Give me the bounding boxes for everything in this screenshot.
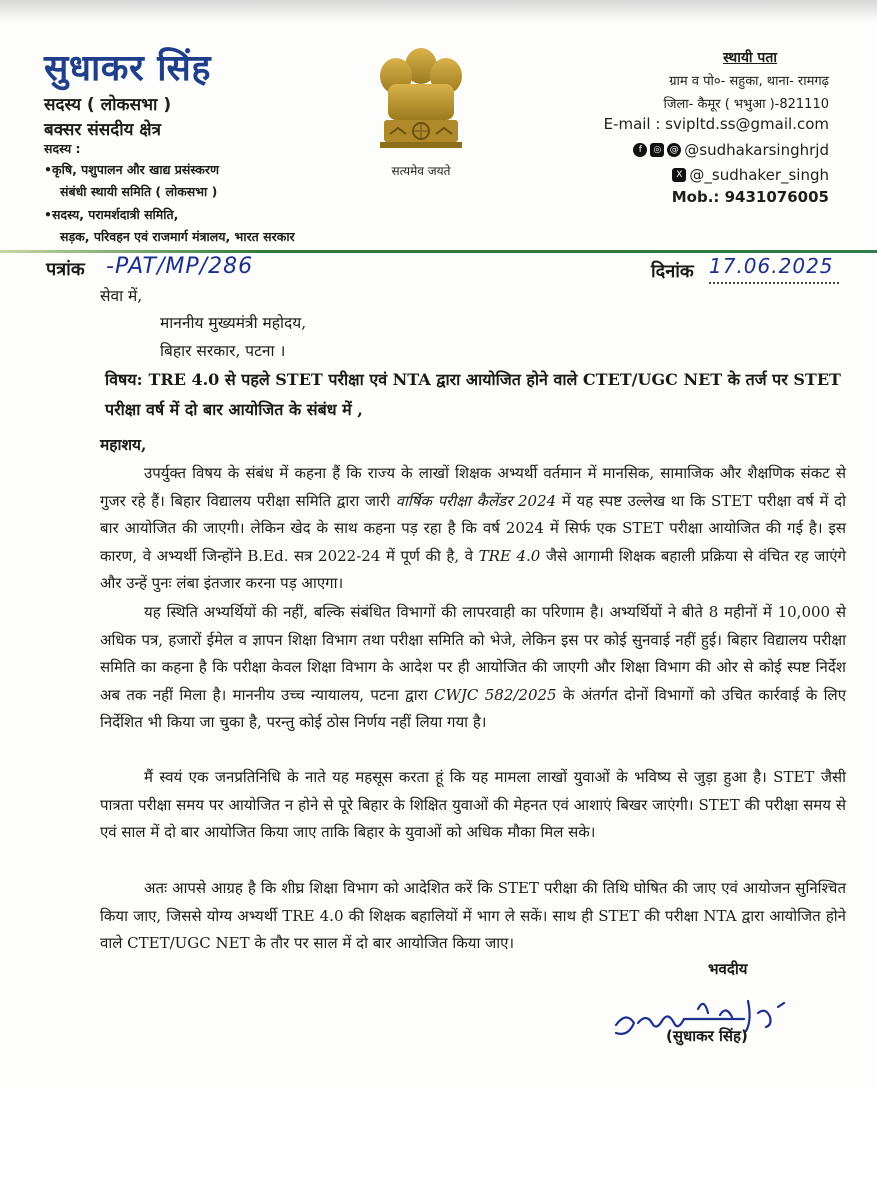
sender-designation: सदस्य ( लोकसभा )	[44, 95, 172, 115]
paragraph-4: अतः आपसे आग्रह है कि शीघ्र शिक्षा विभाग को आदेशित करें कि STET परीक्षा की तिथि घोषित की जाए एवं आयोजन सुनिश्चित किया जाए, जिससे योग्य अभ्यर्थी TRE 4.0 की शिक्षक बहालियों में भाग ले सकें। साथ ही STET की परीक्षा NTA द्वारा आयोजित होने वाले CTET/UGC NET के तौर पर साल में दो बार आयोजित किया जाए।	[100, 879, 846, 953]
paragraph-2: यह स्थिति अभ्यर्थियों की नहीं, बल्कि संबंधित विभागों की लापरवाही का परिणाम है। अभ्यर्थियों ने बीते 8 महीनों में 10,000 से अधिक पत्र, हजारों ईमेल व ज्ञापन शिक्षा विभाग तथा परीक्षा समिति को भेजे, लेकिन इस पर कोई सुनवाई नहीं हुई। बिहार विद्यालय परीक्षा समिति का कहना है कि परीक्षा केवल शिक्षा विभाग के आदेश पर ही आयोजित की जाएगी और शिक्षा विभाग की ओर से कोई स्पष्ट निर्देश अब तक नहीं मिला है। माननीय उच्च न्यायालय, पटना द्वारा CWJC 582/2025 के अंतर्गत दोनों विभागों को उचित कार्रवाई के लिए निर्देशित भी किया जा चुका है, परन्तु कोई ठोस निर्णय नहीं लिया गया है।	[100, 603, 846, 732]
emblem-motto: सत्यमेव जयते	[391, 164, 451, 178]
recipient-line2: बिहार सरकार, पटना ।	[160, 342, 286, 360]
member-label: सदस्य :	[44, 141, 81, 156]
paragraph-1: उपर्युक्त विषय के संबंध में कहना हैं कि राज्य के लाखों शिक्षक अभ्यर्थी वर्तमान में मानसिक, सामाजिक और शैक्षणिक संकट से गुजर रहे हैं। बिहार विद्यालय परीक्षा समिति द्वारा जारी वार्षिक परीक्षा कैलेंडर 2024 में यह स्पष्ट उल्लेख था कि STET परीक्षा वर्ष में दो बार आयोजित की जाएगी। लेकिन खेद के साथ कहना पड़ रहा है कि वर्ष 2024 में सिर्फ एक STET परीक्षा आयोजित की गई है। इस कारण, वे अभ्यर्थी जिन्होंने B.Ed. सत्र 2022-24 में पूर्ण की है, वे TRE 4.0 जैसे आगामी शिक्षक बहाली प्रक्रिया से वंचित रह जाएंगे और उन्हें पुनः लंबा इंतजार करना पड़ आएगा।	[100, 464, 846, 593]
threads-icon: @	[667, 143, 681, 157]
sender-constituency: बक्सर संसदीय क्षेत्र	[44, 120, 161, 140]
salutation-to: सेवा में,	[100, 287, 143, 305]
state-emblem	[366, 38, 476, 170]
social-row-2	[672, 163, 829, 184]
date-label: दिनांक	[651, 261, 694, 282]
address-title: स्थायी पता	[723, 50, 777, 66]
date-dotted-line	[709, 282, 839, 284]
header-separator	[0, 250, 877, 253]
closing: भवदीय	[708, 960, 748, 978]
ref-number: -PAT/MP/286	[106, 254, 254, 279]
address-line1: ग्राम व पो०- सहुका, थाना- रामगढ़	[669, 74, 829, 89]
signatory-name: (सुधाकर सिंह)	[666, 1027, 748, 1045]
facebook-icon: f	[633, 143, 647, 157]
sender-name: सुधाकर सिंह	[44, 48, 211, 89]
social-handle-2: @_sudhaker_singh	[689, 166, 829, 184]
blank-area	[0, 1088, 877, 1200]
social-row-1	[633, 138, 829, 159]
date-value: 17.06.2025	[709, 254, 834, 278]
committee-2-line1: •सदस्य, परामर्शदात्री समिति,	[44, 207, 179, 222]
paragraph-3: मैं स्वयं एक जनप्रतिनिधि के नाते यह महसूस करता हूं कि यह मामला लाखों युवाओं के भविष्य से जुड़ा हुआ है। STET जैसी पात्रता परीक्षा समय पर आयोजित न होने से पूरे बिहार के शिक्षित युवाओं की मेहनत एवं आशाएं बिखर जाएंगी। STET की परीक्षा समय से एवं साल में दो बार आयोजित किया जाए ताकि बिहार के युवाओं को अधिक मौका मिल सके।	[100, 768, 846, 842]
instagram-icon: ◎	[650, 143, 664, 157]
recipient-line1: माननीय मुख्यमंत्री महोदय,	[160, 314, 307, 332]
committee-1-line1: •कृषि, पशुपालन और खाद्य प्रसंस्करण	[44, 162, 219, 177]
ref-label: पत्रांक	[46, 259, 85, 280]
email-text: E-mail : svipltd.ss@gmail.com	[603, 115, 829, 133]
committee-2-line2: सड़क, परिवहन एवं राजमार्ग मंत्रालय, भारत सरकार	[60, 229, 295, 244]
social-handle-1: @sudhakarsinghrjd	[684, 141, 829, 159]
address-line2: जिला- कैमूर ( भभुआ )-821110	[663, 97, 829, 112]
greeting: महाशय,	[100, 435, 147, 454]
committee-1-line2: संबंधी स्थायी समिति ( लोकसभा )	[60, 184, 218, 199]
x-icon: X	[672, 168, 686, 182]
subject-line: विषय: TRE 4.0 से पहले STET परीक्षा एवं NTA द्वारा आयोजित होने वाले CTET/UGC NET के तर्ज पर STET परीक्षा वर्ष में दो बार आयोजित के संबंध में ,	[105, 370, 841, 419]
mobile-number: Mob.: 9431076005	[671, 188, 829, 206]
scan-shadow	[0, 0, 877, 22]
